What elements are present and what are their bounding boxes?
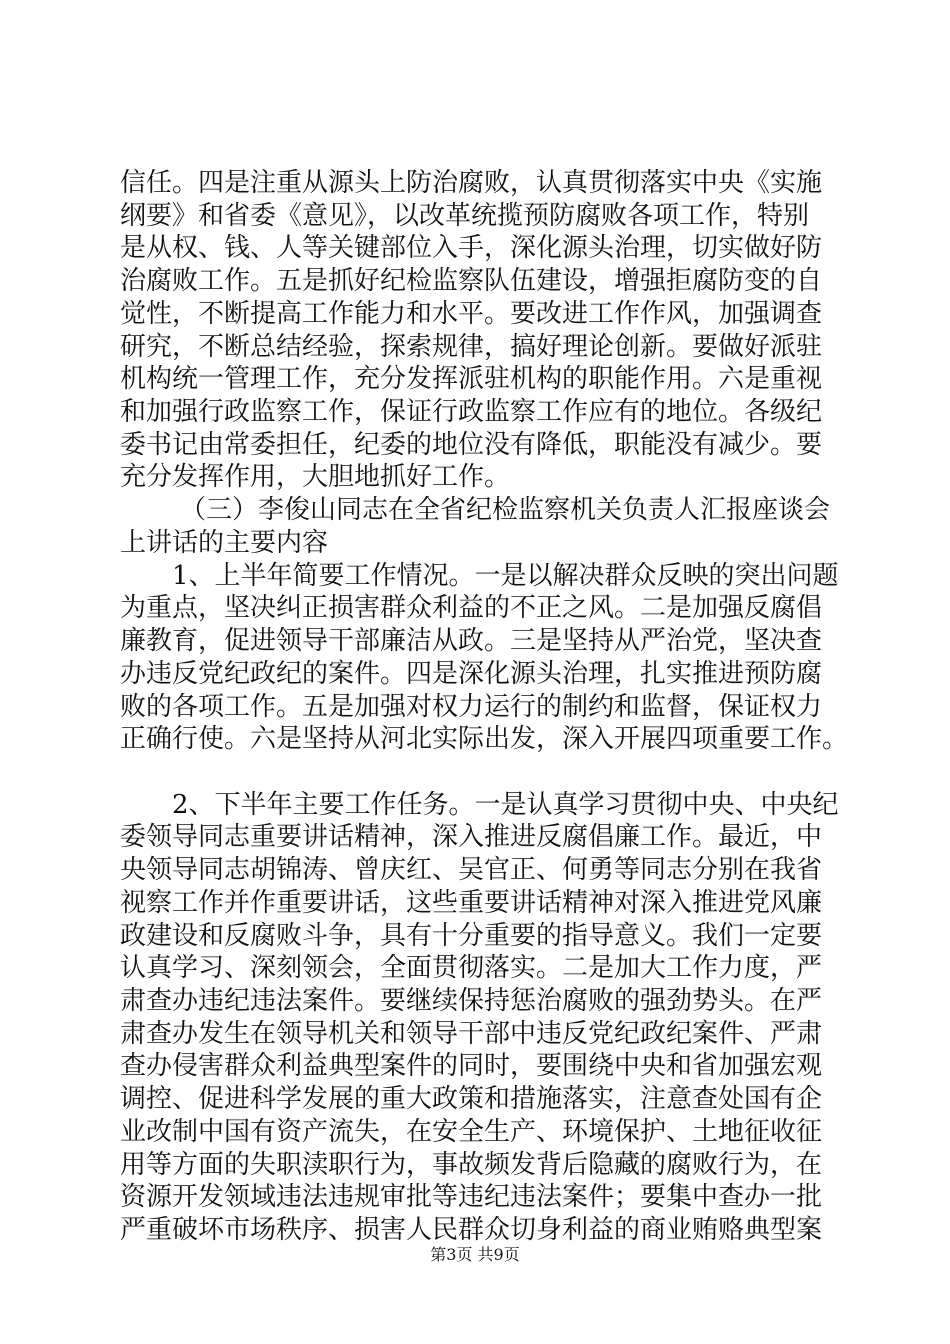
body-text-line: 正确行使。六是坚持从河北实际出发，深入开展四项重要工作。 [120,724,849,754]
body-text-line: 廉教育，促进领导干部廉洁从政。三是坚持从严治党，坚决查 [120,626,823,656]
body-text-line: 政建设和反腐败斗争，具有十分重要的指导意义。我们一定要 [120,921,823,951]
body-text-line: 治腐败工作。五是抓好纪检监察队伍建设，增强拒腐防变的自 [120,266,823,296]
body-text-line: 认真学习、深刻领会，全面贯彻落实。二是加大工作力度，严 [120,953,823,983]
body-text-line: 为重点，坚决纠正损害群众利益的不正之风。二是加强反腐倡 [120,593,823,623]
body-text-line: 委领导同志重要讲话精神，深入推进反腐倡廉工作。最近，中 [120,822,823,852]
body-text-line: 充分发挥作用，大胆地抓好工作。 [120,462,511,492]
body-text-line: 查办侵害群众利益典型案件的同时，要围绕中央和省加强宏观 [120,1051,823,1081]
section-heading-line: （三）李俊山同志在全省纪检监察机关负责人汇报座谈会 [180,495,831,525]
body-text-line: 和加强行政监察工作，保证行政监察工作应有的地位。各级纪 [120,397,823,427]
body-text-line: 资源开发领域违法违规审批等违纪违法案件；要集中查办一批 [120,1182,823,1212]
body-text-line: 2、下半年主要工作任务。一是认真学习贯彻中央、中央纪 [172,790,839,820]
body-text-line: 委书记由常委担任，纪委的地位没有降低，职能没有减少。要 [120,430,823,460]
page-number-footer: 第3页 共9页 [430,1245,520,1264]
body-text-line: 信任。四是注重从源头上防治腐败，认真贯彻落实中央《实施 [120,168,823,198]
body-text-line: 用等方面的失职渎职行为，事故频发背后隐藏的腐败行为，在 [120,1150,823,1180]
body-text-line: 严重破坏市场秩序、损害人民群众切身利益的商业贿赂典型案 [120,1215,823,1245]
body-text-line: 调控、促进科学发展的重大政策和措施落实，注意查处国有企 [120,1084,823,1114]
body-text-line: 业改制中国有资产流失，在安全生产、环境保护、土地征收征 [120,1117,823,1147]
body-text-line: 1、上半年简要工作情况。一是以解决群众反映的突出问题 [172,561,839,591]
body-text-line: 是从权、钱、人等关键部位入手，深化源头治理，切实做好防 [120,233,823,263]
body-text-line: 肃查办违纪违法案件。要继续保持惩治腐败的强劲势头。在严 [120,986,823,1016]
body-text-line: 纲要》和省委《意见》，以改革统揽预防腐败各项工作，特别 [120,201,810,231]
body-text-line: 研究，不断总结经验，探索规律，搞好理论创新。要做好派驻 [120,332,823,362]
body-text-line: 视察工作并作重要讲话，这些重要讲话精神对深入推进党风廉 [120,888,823,918]
body-text-line: 机构统一管理工作，充分发挥派驻机构的职能作用。六是重视 [120,364,823,394]
section-heading-line: 上讲话的主要内容 [120,528,329,558]
body-text-line: 觉性，不断提高工作能力和水平。要改进工作作风，加强调查 [120,299,823,329]
body-text-line: 央领导同志胡锦涛、曾庆红、吴官正、何勇等同志分别在我省 [120,855,823,885]
body-text-line: 办违反党纪政纪的案件。四是深化源头治理，扎实推进预防腐 [120,659,823,689]
body-text-line: 败的各项工作。五是加强对权力运行的制约和监督，保证权力 [120,692,823,722]
body-text-line: 肃查办发生在领导机关和领导干部中违反党纪政纪案件、严肃 [120,1019,823,1049]
